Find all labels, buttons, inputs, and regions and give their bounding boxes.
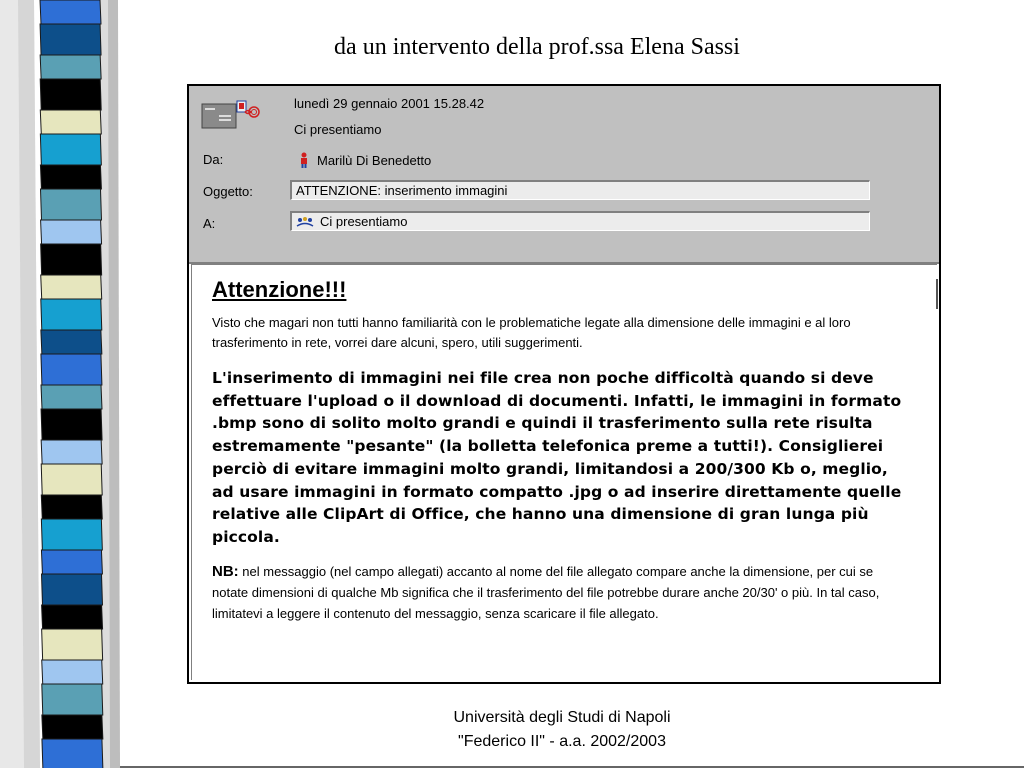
slide-title: da un intervento della prof.ssa Elena Sassi	[334, 34, 740, 60]
stripe-band	[41, 464, 102, 495]
stripe-band	[42, 660, 103, 684]
subject-label: Oggetto:	[203, 184, 253, 199]
email-date: lunedì 29 gennaio 2001 15.28.42	[294, 96, 485, 111]
stripe-band	[41, 220, 102, 244]
stripe-band	[41, 550, 102, 574]
stripe-band	[41, 519, 102, 550]
subject-value: ATTENZIONE: inserimento immagini	[296, 182, 508, 198]
stripe-band	[41, 385, 102, 409]
stripe-band	[41, 409, 102, 440]
group-icon	[296, 216, 314, 228]
mail-envelope-icon	[201, 98, 261, 132]
subject-field[interactable]	[290, 180, 870, 200]
stripe-band	[41, 330, 102, 354]
footer-line-1: Università degli Studi di Napoli	[453, 709, 671, 726]
footer-line-2: "Federico II" - a.a. 2002/2003	[458, 733, 666, 750]
stripe-band	[42, 629, 103, 660]
body-heading: Attenzione!!!	[212, 277, 347, 302]
person-icon	[299, 152, 309, 168]
nb-paragraph	[212, 561, 912, 624]
to-field[interactable]	[290, 211, 870, 231]
footer	[355, 706, 769, 754]
intro-paragraph: Visto che magari non tutti hanno familiarità con le problematiche legate alla dimensione delle immagini e al loro trasferimento in rete, vorrei dare alcuni, spero, utili suggerimenti.	[212, 315, 851, 350]
stripe-band	[40, 79, 101, 110]
from-name: Marilù Di Benedetto	[317, 152, 432, 168]
decorative-stripe	[0, 0, 120, 768]
stripe-band	[41, 299, 102, 330]
stripe-band	[41, 244, 102, 275]
email-window	[187, 84, 941, 684]
stripe-band	[41, 574, 102, 605]
stripe-band	[40, 189, 101, 220]
stripe-band	[41, 440, 102, 464]
nb-label: NB:	[212, 562, 239, 580]
stripe-band	[41, 275, 102, 299]
email-header	[189, 86, 939, 264]
stripe-band	[42, 739, 103, 768]
to-label: A:	[203, 216, 216, 231]
stripe-band	[40, 0, 101, 24]
stripe-band	[41, 354, 102, 385]
scrollbar-edge[interactable]	[936, 279, 938, 309]
stripe-band	[42, 605, 103, 629]
email-subject-summary: Ci presentiamo	[294, 122, 382, 137]
stripe-band	[40, 110, 101, 134]
stripe-band	[42, 684, 103, 715]
stripe-band	[40, 165, 101, 189]
from-label: Da:	[203, 152, 224, 167]
stripe-band	[41, 495, 102, 519]
to-value: Ci presentiamo	[320, 213, 408, 229]
nb-text: nel messaggio (nel campo allegati) accanto al nome del file allegato compare anche la dimensione, per cui se notate dimensioni di qualche Mb significa che il trasferimento del file potrebbe durare anche 20/30' o più. In tal caso, limitatevi a leggere il contenuto del messaggio, senza scaricare il file allegato.	[212, 563, 880, 621]
from-value[interactable]	[299, 152, 431, 168]
stripe-band	[40, 134, 101, 165]
main-paragraph: L'inserimento di immagini nei file crea non poche difficoltà quando si deve effettuare l'upload o il download di documenti. Infatti, le immagini in formato .bmp sono di solito molto grandi e quindi il trasferimento sulla rete risulta estremamente "pesante" (la bolletta telefonica preme a tutti!). Consiglierei perciò di evitare immagini molto grandi, limitandosi a 200/300 Kb o, meglio, ad usare immagini in formato compatto .jpg o ad inserire direttamente quelle relative alle ClipArt di Office, che hanno una dimensione di gran lunga più piccola.	[212, 369, 902, 546]
stripe-band	[42, 715, 103, 739]
email-body	[191, 264, 937, 680]
